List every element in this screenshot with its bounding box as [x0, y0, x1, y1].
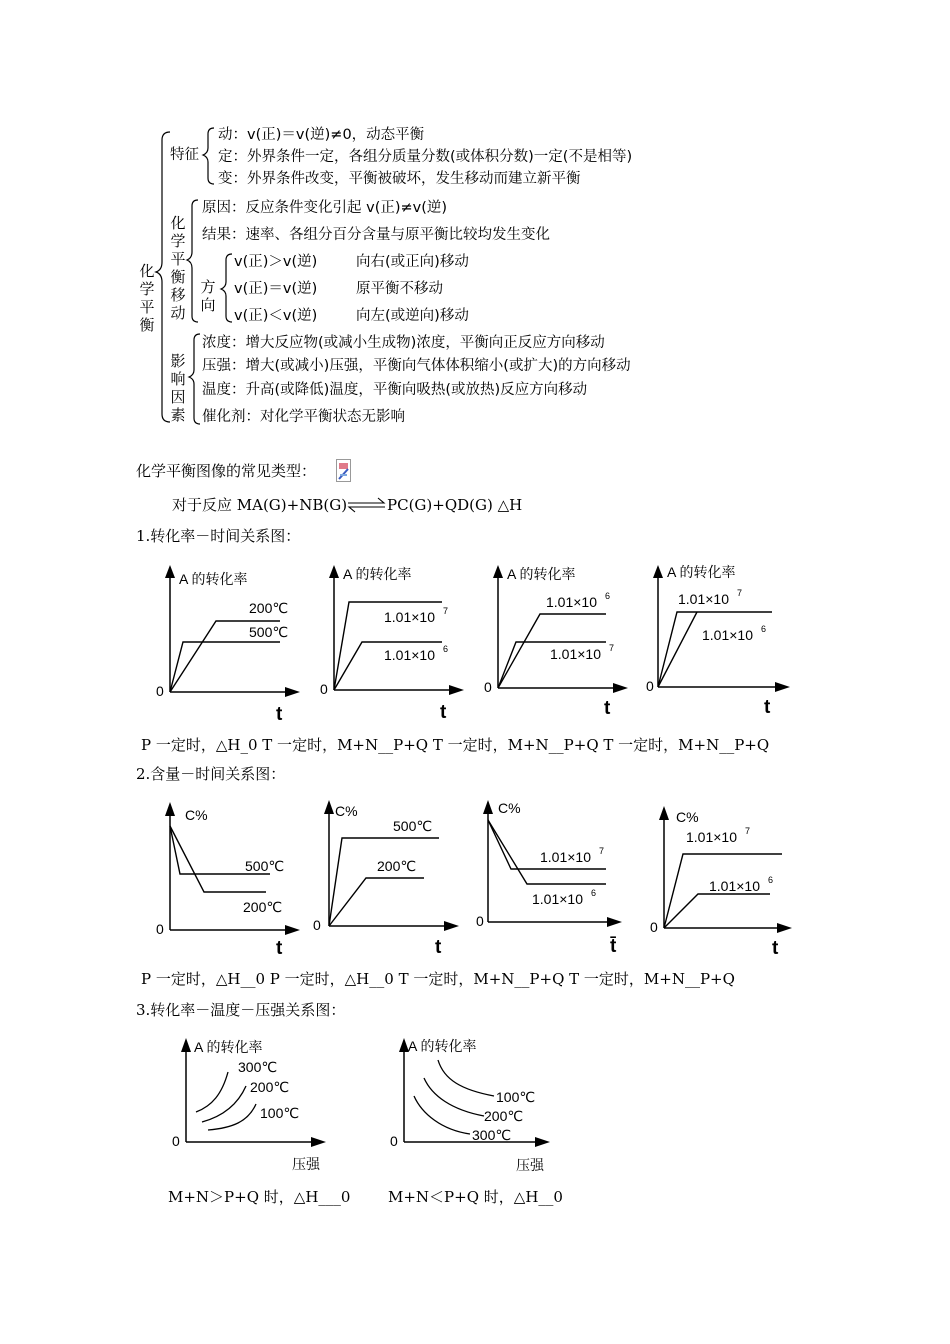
s3-c1-curve-2: 200℃ — [250, 1079, 290, 1095]
direction-effect-1: 向右(或正向)移动 — [356, 254, 469, 270]
s2-c2-origin: 0 — [313, 917, 321, 933]
s1-c1-origin: 0 — [156, 683, 164, 699]
s2-chart-2 — [311, 796, 471, 962]
s1-chart-2 — [316, 560, 476, 726]
reaction-left: 对于反应 MA(G)+NB(G) — [172, 496, 348, 514]
section2-answer: P 一定时，△H__0 P 一定时，△H__0 T 一定时，M+N__P+Q T 一定时，M+N__P+Q — [141, 970, 735, 988]
s2-c1-origin: 0 — [156, 921, 164, 937]
s1-c1-upper: 200℃ — [249, 600, 289, 616]
direction-effect-3: 向左(或逆向)移动 — [356, 308, 469, 324]
reaction-right: PC(G)+QD(G) △H — [387, 496, 523, 514]
s1-c1-ylabel: A 的转化率 — [179, 571, 248, 587]
factors-label: 影响因素 — [170, 352, 186, 424]
s2-c4-lower-exp: 6 — [768, 875, 774, 885]
s1-c4-lower: 1.01×10 — [702, 627, 753, 643]
s2-c3-lower: 1.01×10 — [532, 891, 583, 907]
s1-c3-xlabel: t — [604, 698, 611, 719]
s2-c4-upper-exp: 7 — [745, 826, 751, 836]
s1-c2-ylabel: A 的转化率 — [343, 566, 412, 582]
section1-answer: P 一定时，△H_0 T 一定时，M+N__P+Q T 一定时，M+N__P+Q T 一定时，M+N__P+Q — [141, 736, 770, 754]
s3-c1-curve-3: 100℃ — [260, 1105, 300, 1121]
s2-chart-3 — [474, 796, 634, 962]
factor-temperature: 温度：升高(或降低)温度，平衡向吸热(或放热)反应方向移动 — [202, 382, 588, 398]
s1-c1-lower: 500℃ — [249, 624, 289, 640]
s1-c3-upper: 1.01×10 — [546, 594, 597, 610]
s1-c3-ylabel: A 的转化率 — [507, 566, 576, 582]
s1-c4-xlabel: t — [764, 697, 771, 718]
s1-c3-upper-exp: 6 — [605, 591, 611, 601]
s2-c3-xlabel: t̄ — [610, 936, 617, 957]
s2-c1-ylabel: C% — [185, 807, 208, 823]
factor-concentration: 浓度：增大反应物(或减小生成物)浓度，平衡向正反应方向移动 — [202, 335, 605, 351]
section3-title: 3.转化率－温度－压强关系图： — [136, 1001, 346, 1019]
s3-chart-1 — [168, 1034, 338, 1174]
s3-chart-2 — [386, 1034, 566, 1174]
shift-cause: 原因：反应条件变化引起 v(正)≠v(逆) — [202, 200, 448, 216]
direction-cond-3: v(正)＜v(逆) — [234, 308, 318, 324]
s1-c3-origin: 0 — [484, 679, 492, 695]
s2-c2-upper: 500℃ — [393, 818, 433, 834]
s2-c3-upper: 1.01×10 — [540, 849, 591, 865]
s2-c3-origin: 0 — [476, 913, 484, 929]
s3-c1-origin: 0 — [172, 1133, 180, 1149]
s1-chart-1 — [152, 560, 312, 726]
feature-item-2: 定：外界条件一定，各组分质量分数(或体积分数)一定(不是相等) — [218, 149, 633, 165]
s1-c4-lower-exp: 6 — [761, 624, 767, 634]
s2-c4-lower: 1.01×10 — [709, 878, 760, 894]
s2-c3-lower-exp: 6 — [591, 888, 597, 898]
s3-c2-xlabel: 压强 — [516, 1157, 544, 1173]
s2-c2-lower: 200℃ — [377, 858, 417, 874]
s3-c2-origin: 0 — [390, 1133, 398, 1149]
s1-c2-upper-exp: 7 — [443, 606, 449, 616]
s2-chart-4 — [646, 796, 806, 962]
feature-label: 特征 — [170, 147, 199, 163]
s1-chart-4 — [644, 560, 804, 726]
s3-c2-ylabel: A 的转化率 — [408, 1038, 477, 1054]
shift-label: 化学平衡移动 — [170, 214, 186, 322]
image-placeholder-icon — [336, 459, 352, 483]
equilibrium-arrow-icon — [347, 497, 387, 513]
s2-c4-origin: 0 — [650, 919, 658, 935]
s1-c4-ylabel: A 的转化率 — [667, 564, 736, 580]
s1-c3-lower: 1.01×10 — [550, 646, 601, 662]
s2-c4-upper: 1.01×10 — [686, 829, 737, 845]
s3-c2-curve-1: 100℃ — [496, 1089, 536, 1105]
shift-result: 结果：速率、各组分百分含量与原平衡比较均发生变化 — [202, 227, 550, 243]
s1-c3-lower-exp: 7 — [609, 643, 615, 653]
section2-title: 2.含量－时间关系图： — [136, 765, 286, 783]
section3-answer-1: M+N＞P+Q 时，△H___0 — [168, 1188, 351, 1206]
s1-chart-3 — [480, 560, 640, 726]
s1-c2-origin: 0 — [320, 681, 328, 697]
graph-types-heading: 化学平衡图像的常见类型： — [136, 462, 317, 480]
section3-answer-2: M+N＜P+Q 时，△H__0 — [388, 1188, 563, 1206]
s3-c2-curve-2: 200℃ — [484, 1108, 524, 1124]
mindmap-root: 化学平衡 — [139, 262, 155, 334]
s1-c4-upper-exp: 7 — [737, 588, 743, 598]
s2-c4-xlabel: t — [772, 938, 779, 959]
s1-c2-lower-exp: 6 — [443, 644, 449, 654]
factor-catalyst: 催化剂：对化学平衡状态无影响 — [202, 409, 405, 425]
s2-c3-upper-exp: 7 — [599, 846, 605, 856]
feature-item-3: 变：外界条件改变，平衡被破坏，发生移动而建立新平衡 — [218, 171, 581, 187]
s3-c1-xlabel: 压强 — [292, 1156, 320, 1172]
s3-c1-ylabel: A 的转化率 — [194, 1039, 263, 1055]
s2-c1-xlabel: t — [276, 938, 283, 959]
s1-c1-xlabel: t — [276, 704, 283, 725]
s1-c2-lower: 1.01×10 — [384, 647, 435, 663]
s2-c4-ylabel: C% — [676, 809, 699, 825]
direction-effect-2: 原平衡不移动 — [356, 281, 443, 297]
s1-c4-upper: 1.01×10 — [678, 591, 729, 607]
s3-c2-curve-3: 300℃ — [472, 1127, 512, 1143]
direction-label: 方向 — [200, 278, 216, 314]
direction-cond-1: v(正)＞v(逆) — [234, 254, 318, 270]
s2-c2-xlabel: t — [435, 937, 442, 958]
s3-c1-curve-1: 300℃ — [238, 1059, 278, 1075]
section1-title: 1.转化率－时间关系图： — [136, 527, 301, 545]
s1-c2-upper: 1.01×10 — [384, 609, 435, 625]
direction-cond-2: v(正)＝v(逆) — [234, 281, 318, 297]
feature-item-1: 动：v(正)＝v(逆)≠0，动态平衡 — [218, 127, 425, 143]
s2-c3-ylabel: C% — [498, 800, 521, 816]
s1-c4-origin: 0 — [646, 678, 654, 694]
s2-c1-lower: 200℃ — [243, 899, 283, 915]
s1-c2-xlabel: t — [440, 702, 447, 723]
s2-c2-ylabel: C% — [335, 803, 358, 819]
s2-chart-1 — [152, 796, 312, 962]
s2-c1-upper: 500℃ — [245, 858, 285, 874]
factor-pressure: 压强：增大(或减小)压强，平衡向气体体积缩小(或扩大)的方向移动 — [202, 358, 631, 374]
